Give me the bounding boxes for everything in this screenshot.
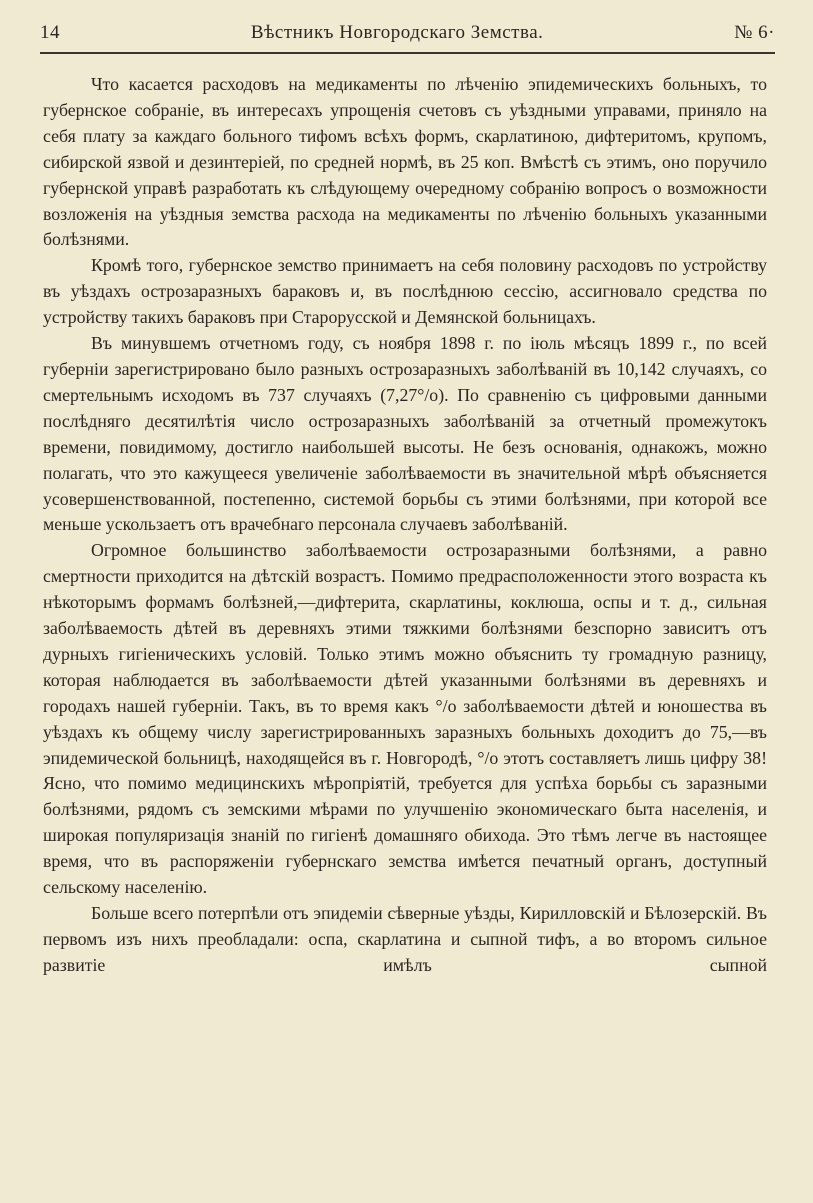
header-rule (40, 52, 775, 54)
running-header (40, 22, 775, 50)
paragraph: Въ минувшемъ отчетномъ году, съ ноября 1898 г. по іюль мѣсяцъ 1899 г., по всей губерніи зарегистрировано было разныхъ острозаразныхъ заболѣваній въ 10,142 случаяхъ, со смертельнымъ исходомъ въ 737 случаяхъ (7,27°/о). По сравненію съ цифровыми данными послѣдняго десятилѣтія число острозаразныхъ заболѣваній за отчетный промежутокъ времени, повидимому, достигло наибольшей высоты. Не безъ основанія, однакожъ, можно полагать, что это кажущееся увеличеніе заболѣваемости въ значительной мѣрѣ объясняется усовершенствованной, постепенно, системой борьбы съ этими болѣзнями, при которой все меньше ускользаетъ отъ врачебнаго персонала случаевъ заболѣваній. (43, 333, 767, 535)
issue-number: № 6· (734, 22, 775, 43)
paragraph: Что касается расходовъ на медикаменты по лѣченію эпидемическихъ больныхъ, то губернское собраніе, въ интересахъ упрощенія счетовъ съ уѣздными управами, приняло на себя плату за каждаго больного тифомъ всѣхъ формъ, скарлатиною, дифтеритомъ, крупомъ, сибирской язвой и дезинтеріей, по средней нормѣ, въ 25 коп. Вмѣстѣ съ этимъ, оно поручило губернской управѣ разработать къ слѣдующему очередному собранію вопросъ о возможности возложенія на уѣздныя земства расхода на медикаменты по лѣченію больныхъ указанными болѣзнями. (43, 74, 767, 250)
paragraph: Кромѣ того, губернское земство принимаетъ на себя половину расходовъ по устройству въ уѣздахъ острозаразныхъ бараковъ и, въ послѣднюю сессію, ассигновало средства по устройству такихъ бараковъ при Старорусской и Демянской больницахъ. (43, 255, 767, 328)
paragraph: Больше всего потерпѣли отъ эпидеміи сѣверные уѣзды, Кирилловскій и Бѣлозерскій. Въ первомъ изъ нихъ преобладали: оспа, скарлатина и сыпной тифъ, а во второмъ сильное развитіе имѣлъ сыпной (43, 903, 767, 975)
journal-title: Вѣстникъ Новгородскаго Земства. (250, 22, 544, 43)
page-number: 14 (40, 22, 60, 43)
paragraph: Огромное большинство заболѣваемости острозаразными болѣзнями, а равно смертности приходится на дѣтскій возрастъ. Помимо предрасположенности этого возраста къ нѣкоторымъ формамъ болѣзней,—дифтерита, скарлатины, коклюша, оспы и т. д., сильная заболѣваемость дѣтей въ деревняхъ этими тяжкими болѣзнями безспорно зависитъ отъ дурныхъ гигіеническихъ условій. Только этимъ можно объяснить ту громадную разницу, которая наблюдается въ заболѣваемости дѣтей указанными болѣзнями въ деревняхъ и городахъ нашей губерніи. Такъ, въ то время какъ °/о заболѣваемости дѣтей и юношества въ уѣздахъ къ общему числу зарегистрированныхъ заразныхъ больныхъ доходитъ до 75,—въ эпидемической больницѣ, находящейся въ г. Новгородѣ, °/о этотъ составляетъ лишь цифру 38! Ясно, что помимо медицинскихъ мѣропріятій, требуется для успѣха борьбы съ заразными болѣзнями, рядомъ съ земскими мѣрами по улучшенію экономическаго быта населенія, и широкая популяризація знаній по гигіенѣ домашняго обихода. Это тѣмъ легче въ настоящее время, что въ распоряженіи губернскаго земства имѣется печатный органъ, доступный сельскому населенію. (43, 540, 767, 898)
article-body (43, 72, 767, 979)
